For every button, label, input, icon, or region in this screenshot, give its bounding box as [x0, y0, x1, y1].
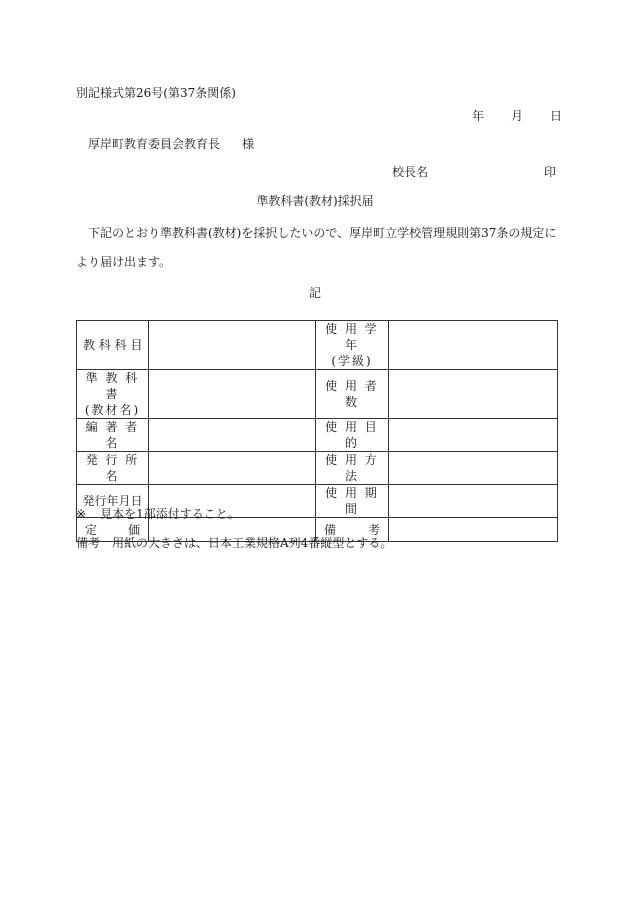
principal-label: 校長名 [392, 165, 429, 179]
body-text: 下記のとおり準教科書(教材)を採択したいので、厚岸町立学校管理規則第37条の規定により届け出ます。 [76, 226, 557, 269]
grade-label-line2: (学級) [331, 354, 373, 368]
grade-label [316, 321, 389, 370]
recipient [88, 138, 254, 150]
table-row [77, 419, 558, 452]
subject-label: 教 科 科 目 [77, 321, 149, 370]
subject-field[interactable] [149, 321, 316, 370]
method-field[interactable] [389, 452, 558, 485]
book-label-line2: (教材名) [84, 403, 141, 417]
grade-label-line1: 使 用 学 年 [325, 322, 379, 352]
price-label: 定 価 [77, 518, 149, 542]
table-row [77, 452, 558, 485]
seal-mark: 印 [544, 165, 557, 179]
form-number: 別記様式第26号(第37条関係) [76, 86, 236, 100]
sample-note [76, 508, 240, 520]
book-label-line1: 準 教 科 書 [85, 371, 140, 401]
publisher-label: 発 行 所 名 [77, 452, 149, 485]
recipient-suffix: 様 [242, 137, 255, 151]
remarks-label: 備 考 [316, 518, 389, 542]
users-field[interactable] [389, 370, 558, 419]
book-field[interactable] [149, 370, 316, 419]
users-label: 使 用 者 数 [316, 370, 389, 419]
date-month: 月 [510, 109, 523, 123]
note-mark: ※ [76, 507, 87, 521]
table-row [77, 370, 558, 419]
author-field[interactable] [149, 419, 316, 452]
method-label: 使 用 方 法 [316, 452, 389, 485]
author-label: 編 著 者 名 [77, 419, 149, 452]
purpose-field[interactable] [389, 419, 558, 452]
recipient-name: 厚岸町教育委員会教育長 [88, 137, 221, 151]
ki-heading: 記 [308, 286, 321, 300]
pubdate-label: 発行年月日 [77, 485, 149, 518]
publisher-field[interactable] [149, 452, 316, 485]
remark-text: 用紙の大きさは、日本工業規格A列4番縦型とする。 [112, 536, 393, 550]
table-row [77, 321, 558, 370]
grade-field[interactable] [389, 321, 558, 370]
paper-size-remark [76, 537, 392, 549]
note-text: 見本を1部添付すること。 [100, 507, 240, 521]
remark-label: 備考 [76, 536, 101, 550]
period-field[interactable] [389, 485, 558, 518]
date-line [472, 110, 562, 122]
purpose-label: 使 用 目 的 [316, 419, 389, 452]
date-day: 日 [549, 109, 562, 123]
book-label [77, 370, 149, 419]
period-label: 使 用 期 間 [316, 485, 389, 518]
remarks-field[interactable] [389, 518, 558, 542]
date-year: 年 [472, 109, 485, 123]
document-title: 準教科書(教材)採択届 [256, 194, 374, 208]
